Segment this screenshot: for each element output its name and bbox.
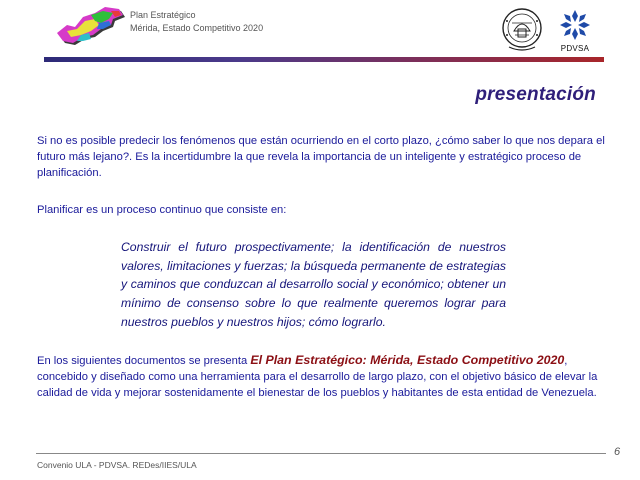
plan-title-highlight: El Plan Estratégico: Mérida, Estado Competitivo 2020 [250,353,565,367]
planning-quote: Construir el futuro prospectivamente; la identificación de nuestros valores, limitaciones y fuerzas; la búsqueda permanente de estrategias y caminos que conduzcan al desarrollo social y económico; obtener un mínimo de consenso sobre lo que realmente queremos lograr para nuestros pueblos y nuestros hijos; cómo lograrlo. [121,240,506,329]
header-title: Plan Estratégico [130,10,196,20]
page-number: 6 [614,446,621,458]
merida-map-logo-icon [55,5,127,49]
pdvsa-label: PDVSA [560,44,590,53]
header-subtitle: Mérida, Estado Competitivo 2020 [130,23,264,33]
footer-text: Convenio ULA - PDVSA. REDes/IIES/ULA [37,460,197,470]
ula-seal-icon [501,7,543,53]
pdvsa-logo [555,7,595,57]
section-title: presentación [475,84,596,105]
documents-paragraph [37,352,605,401]
footer-divider [36,453,606,454]
header-text [130,9,263,35]
documents-text-after: , concebido y diseñado como una herramienta para el desarrollo de largo plazo, con el objetivo básico de elevar la calidad de vida y mejorar sostenidamente el bienestar de los pueblos y habitantes de esta entidad de Venezuela. [37,355,598,399]
planning-paragraph: Planificar es un proceso continuo que consiste en: [37,204,287,216]
documents-text-before: En los siguientes documentos se presenta [37,355,251,367]
header-divider [44,57,604,62]
intro-paragraph: Si no es posible predecir los fenómenos que están ocurriendo en el corto plazo, ¿cómo saber lo que nos depara el futuro más lejano?. Es la incertidumbre la que revela la importancia de un inteligente y estratégico proceso de planificación. [37,135,605,179]
pdvsa-logo-icon [555,7,595,43]
